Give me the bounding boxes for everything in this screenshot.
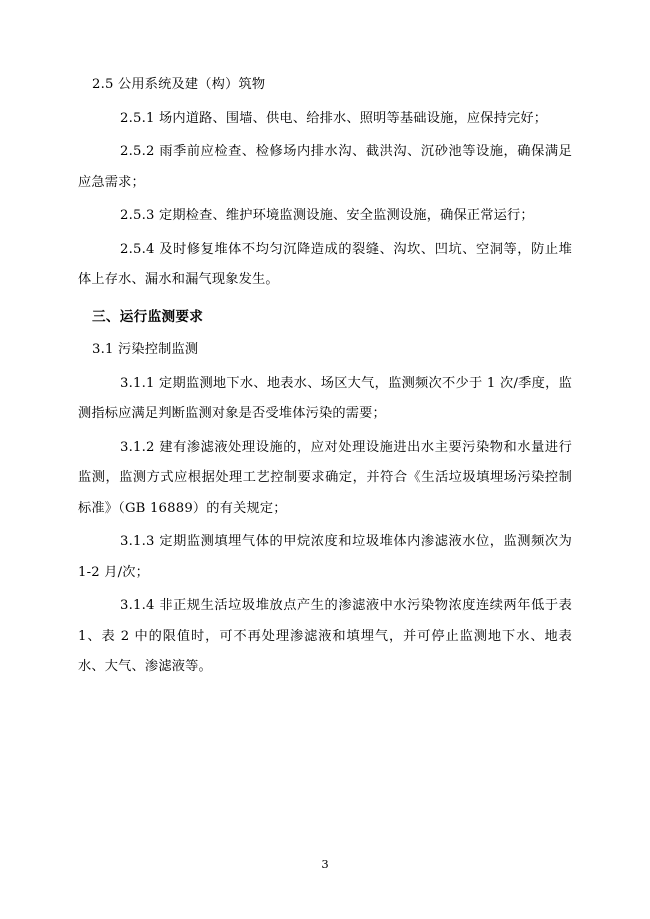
paragraph-2-5-4: 2.5.4 及时修复堆体不均匀沉降造成的裂缝、沟坎、凹坑、空洞等，防止堆体上存水、漏水和漏气现象发生。 — [78, 241, 572, 287]
paragraph-2-5-3: 2.5.3 定期检查、维护环境监测设施、安全监测设施，确保正常运行； — [120, 208, 534, 223]
document-body — [78, 70, 572, 683]
section-heading-3-1: 3.1 污染控制监测 — [92, 342, 199, 357]
section-heading-2-5: 2.5 公用系统及建（构）筑物 — [92, 77, 266, 92]
paragraph-3-1-4: 3.1.4 非正规生活垃圾堆放点产生的渗滤液中水污染物浓度连续两年低于表 1、表 2 中的限值时，可不再处理渗滤液和填埋气，并可停止监测地下水、地表水、大气、渗滤液等。 — [78, 598, 572, 674]
paragraph-3-1-1: 3.1.1 定期监测地下水、地表水、场区大气，监测频次不少于 1 次/季度，监测指标应满足判断监测对象是否受堆体污染的需要； — [78, 375, 572, 421]
paragraph-2-5-2: 2.5.2 雨季前应检查、检修场内排水沟、截洪沟、沉砂池等设施，确保满足应急需求； — [78, 144, 572, 190]
page-number: 3 — [321, 857, 329, 871]
paragraph-3-1-3: 3.1.3 定期监测填埋气体的甲烷浓度和垃圾堆体内渗滤液水位，监测频次为 1-2 月/次； — [78, 534, 572, 580]
paragraph-3-1-2: 3.1.2 建有渗滤液处理设施的，应对处理设施进出水主要污染物和水量进行监测，监测方式应根据处理工艺控制要求确定，并符合《生活垃圾填埋场污染控制标准》（GB 16889）的有关规定； — [78, 439, 572, 516]
paragraph-2-5-1: 2.5.1 场内道路、围墙、供电、给排水、照明等基础设施，应保持完好； — [120, 110, 548, 126]
section-heading-three: 三、运行监测要求 — [92, 308, 204, 325]
